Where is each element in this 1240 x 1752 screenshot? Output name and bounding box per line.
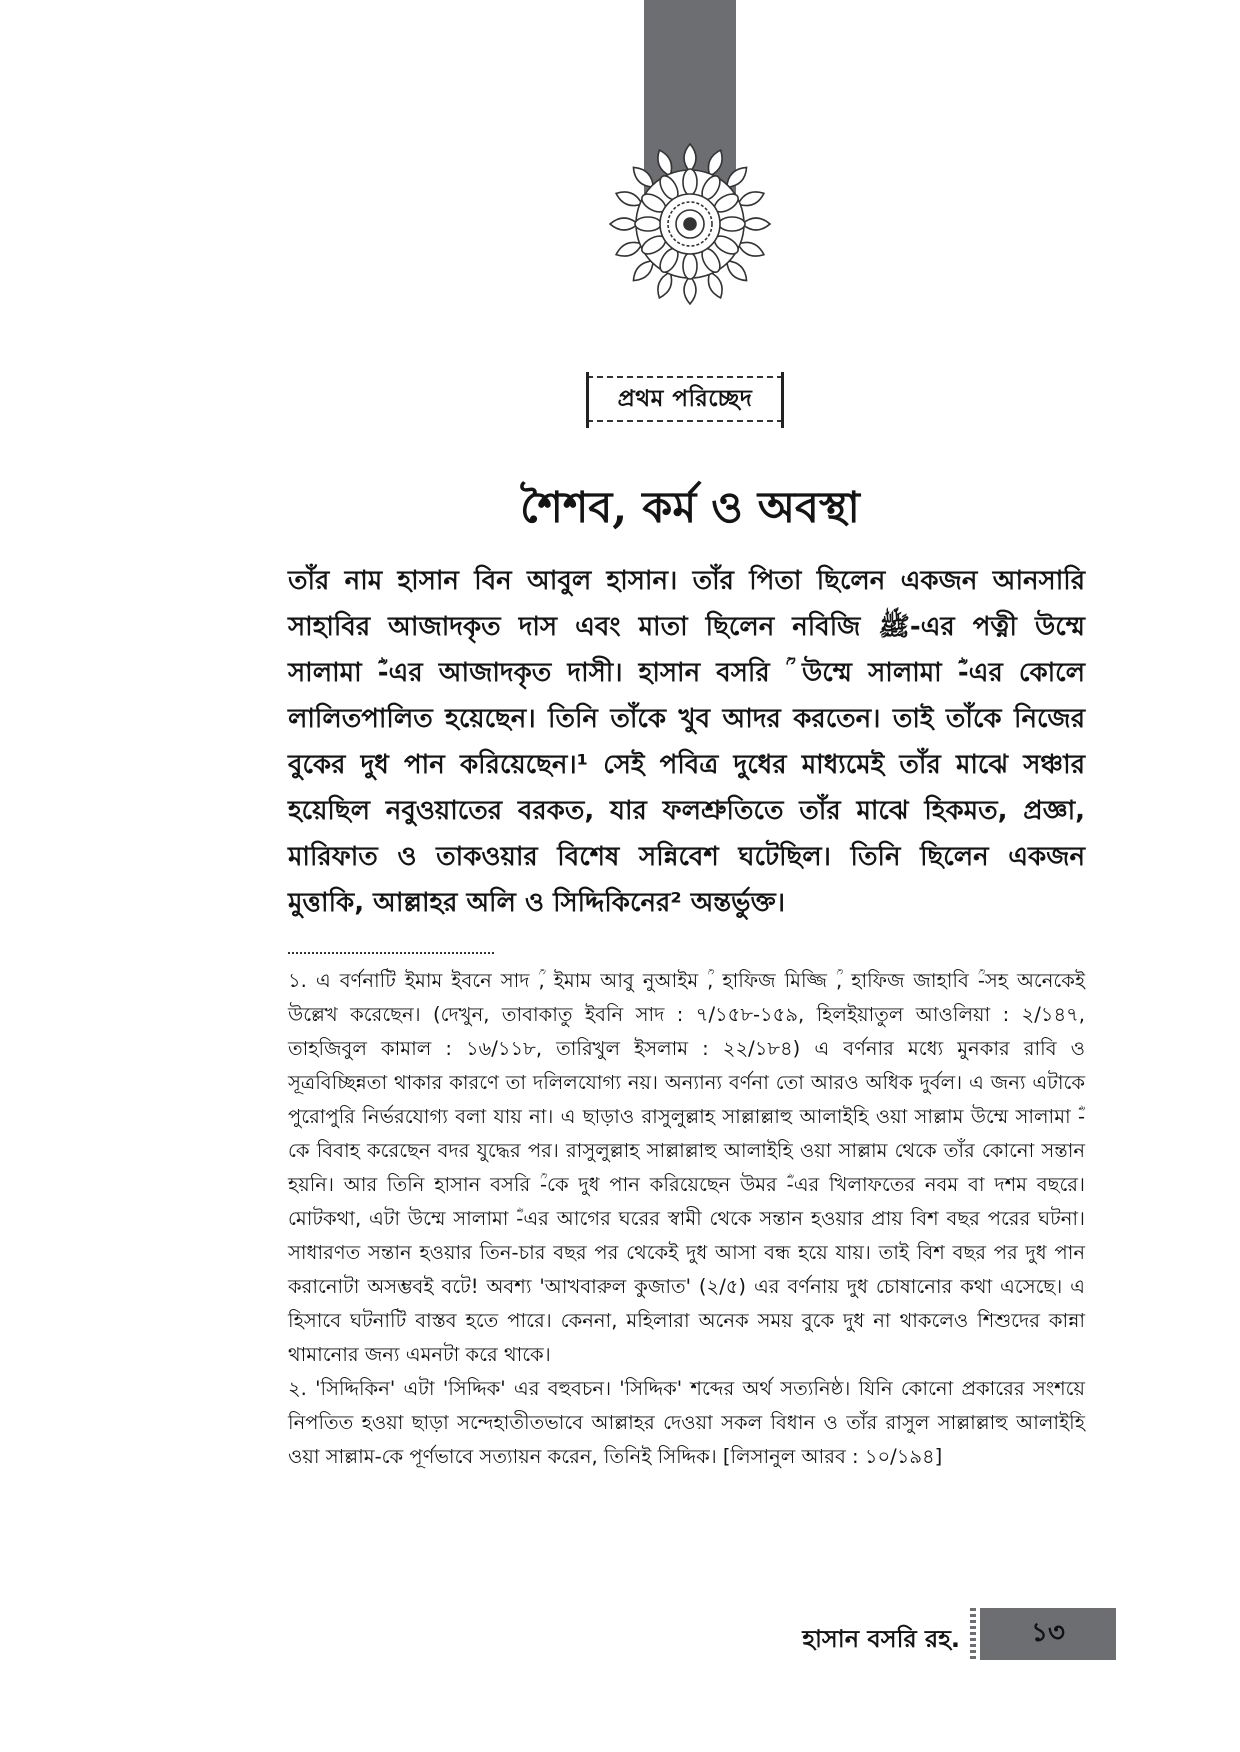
page-number: ১৩ bbox=[1031, 1618, 1065, 1648]
mandala-ornament-icon bbox=[608, 142, 772, 306]
footnote-separator bbox=[288, 952, 494, 954]
footnote-2: ২. 'সিদ্দিকিন' এটা 'সিদ্দিক' এর বহুবচন। 'সিদ্দিক' শব্দের অর্থ সত্যনিষ্ঠ। যিনি কোনো প্রকারের সংশয়ে নিপতিত হওয়া ছাড়া সন্দেহাতীতভাবে আল্লাহর দেওয়া সকল বিধান ও তাঁর রাসুল সাল্লাল্লাহু আলাইহি ওয়া সাল্লাম-কে পূর্ণভাবে সত্যায়ন করেন, তিনিই সিদ্দিক। [লিসানুল আরব : ১০/১৯৪] bbox=[288, 1377, 1085, 1468]
body-paragraph: তাঁর নাম হাসান বিন আবুল হাসান। তাঁর পিতা ছিলেন একজন আনসারি সাহাবির আজাদকৃত দাস এবং মাতা ছিলেন নবিজি ﷺ-এর পত্নী উম্মে সালামা ؓ-এর আজাদকৃত দাসী। হাসান বসরি ؒ উম্মে সালামা ؓ-এর কোলে লালিতপালিত হয়েছেন। তিনি তাঁকে খুব আদর করতেন। তাই তাঁকে নিজের বুকের দুধ পান করিয়েছেন।¹ সেই পবিত্র দুধের মাধ্যমেই তাঁর মাঝে সঞ্চার হয়েছিল নবুওয়াতের বরকত, যার ফলশ্রুতিতে তাঁর মাঝে হিকমত, প্রজ্ঞা, মারিফাত ও তাকওয়ার বিশেষ সন্নিবেশ ঘটেছিল। তিনি ছিলেন একজন মুত্তাকি, আল্লাহর অলি ও সিদ্দিকিনের² অন্তর্ভুক্ত। bbox=[288, 566, 1085, 918]
chapter-label: প্রথম পরিচ্ছেদ bbox=[587, 376, 783, 422]
running-footer-title: হাসান বসরি রহ. bbox=[802, 1625, 960, 1653]
page-title: শৈশব, কর্ম ও অবস্থা bbox=[520, 483, 860, 533]
footnotes bbox=[288, 964, 1085, 1474]
footnote-1: ১. এ বর্ণনাটি ইমাম ইবনে সাদ ؒ, ইমাম আবু নুআইম ؒ, হাফিজ মিজ্জি ؒ, হাফিজ জাহাবি ؒ-সহ অনেকেই উল্লেখ করেছেন। (দেখুন, তাবাকাতু ইবনি সাদ : ৭/১৫৮-১৫৯, হিলইয়াতুল আওলিয়া : ২/১৪৭, তাহজিবুল কামাল : ১৬/১১৮, তারিখুল ইসলাম : ২২/১৮৪) এ বর্ণনার মধ্যে মুনকার রাবি ও সূত্রবিচ্ছিন্নতা থাকার কারণে তা দলিলযোগ্য নয়। অন্যান্য বর্ণনা তো আরও অধিক দুর্বল। এ জন্য এটাকে পুরোপুরি নির্ভরযোগ্য বলা যায় না। এ ছাড়াও রাসুলুল্লাহ সাল্লাল্লাহু আলাইহি ওয়া সাল্লাম উম্মে সালামা ؓ-কে বিবাহ করেছেন বদর যুদ্ধের পর। রাসুলুল্লাহ সাল্লাল্লাহু আলাইহি ওয়া সাল্লাম থেকে তাঁর কোনো সন্তান হয়নি। আর তিনি হাসান বসরি ؒ-কে দুধ পান করিয়েছেন উমর ؓ-এর খিলাফতের নবম বা দশম বছরে। মোটকথা, এটা উম্মে সালামা ؓ-এর আগের ঘরের স্বামী থেকে সন্তান হওয়ার প্রায় বিশ বছর পরের ঘটনা। সাধারণত সন্তান হওয়ার তিন-চার বছর পর থেকেই দুধ আসা বন্ধ হয়ে যায়। তাই বিশ বছর পর দুধ পান করানোটা অসম্ভবই বটে! অবশ্য 'আখবারুল কুজাত' (২/৫) এর বর্ণনায় দুধ চোষানোর কথা এসেছে। এ হিসাবে ঘটনাটি বাস্তব হতে পারে। কেননা, মহিলারা অনেক সময় বুকে দুধ না থাকলেও শিশুদের কান্না থামানোর জন্য এমনটা করে থাকে। bbox=[288, 969, 1085, 1366]
page-number-box bbox=[980, 1608, 1116, 1660]
